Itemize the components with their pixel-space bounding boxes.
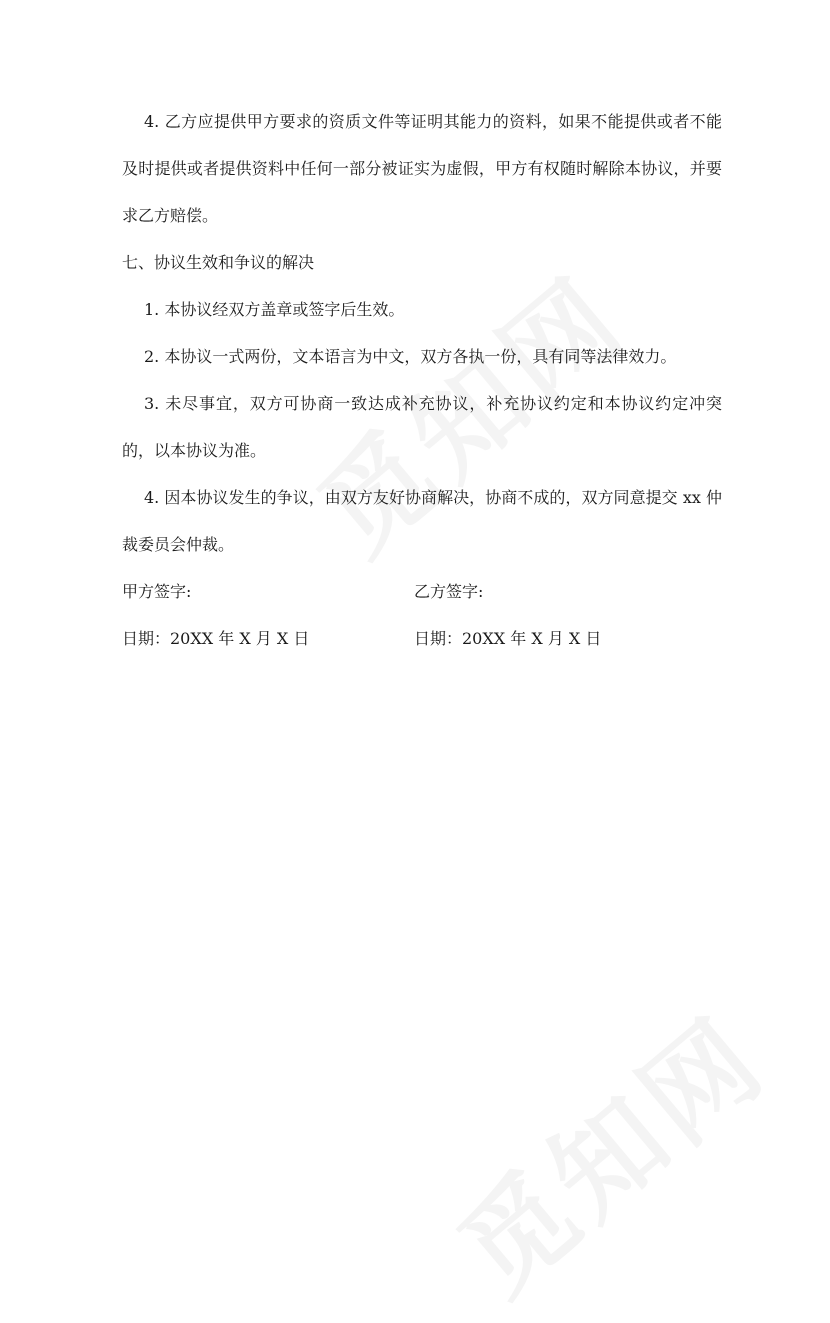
party-b-signature-label: 乙方签字: — [414, 582, 484, 601]
watermark — [421, 975, 794, 1323]
party-b-date: 日期：20XX 年 X 月 X 日 — [414, 629, 602, 648]
date-row — [122, 615, 722, 662]
section-7-heading: 七、协议生效和争议的解决 — [122, 253, 315, 272]
party-a-signature-label: 甲方签字: — [122, 582, 192, 601]
clause-7-1: 1. 本协议经双方盖章或签字后生效。 — [144, 300, 405, 319]
signature-row — [122, 568, 722, 615]
party-a-date: 日期：20XX 年 X 月 X 日 — [122, 629, 310, 648]
clause-7-3: 3. 未尽事宜，双方可协商一致达成补充协议，补充协议约定和本协议约定冲突的，以本协议为准。 — [122, 394, 722, 460]
document-body — [122, 98, 722, 662]
clause-6-4: 4. 乙方应提供甲方要求的资质文件等证明其能力的资料，如果不能提供或者不能及时提供或者提供资料中任何一部分被证实为虚假，甲方有权随时解除本协议，并要求乙方赔偿。 — [122, 112, 722, 225]
clause-7-4: 4. 因本协议发生的争议，由双方友好协商解决，协商不成的，双方同意提交 xx 仲裁委员会仲裁。 — [122, 488, 722, 554]
clause-7-2: 2. 本协议一式两份，文本语言为中文，双方各执一份，具有同等法律效力。 — [144, 347, 677, 366]
